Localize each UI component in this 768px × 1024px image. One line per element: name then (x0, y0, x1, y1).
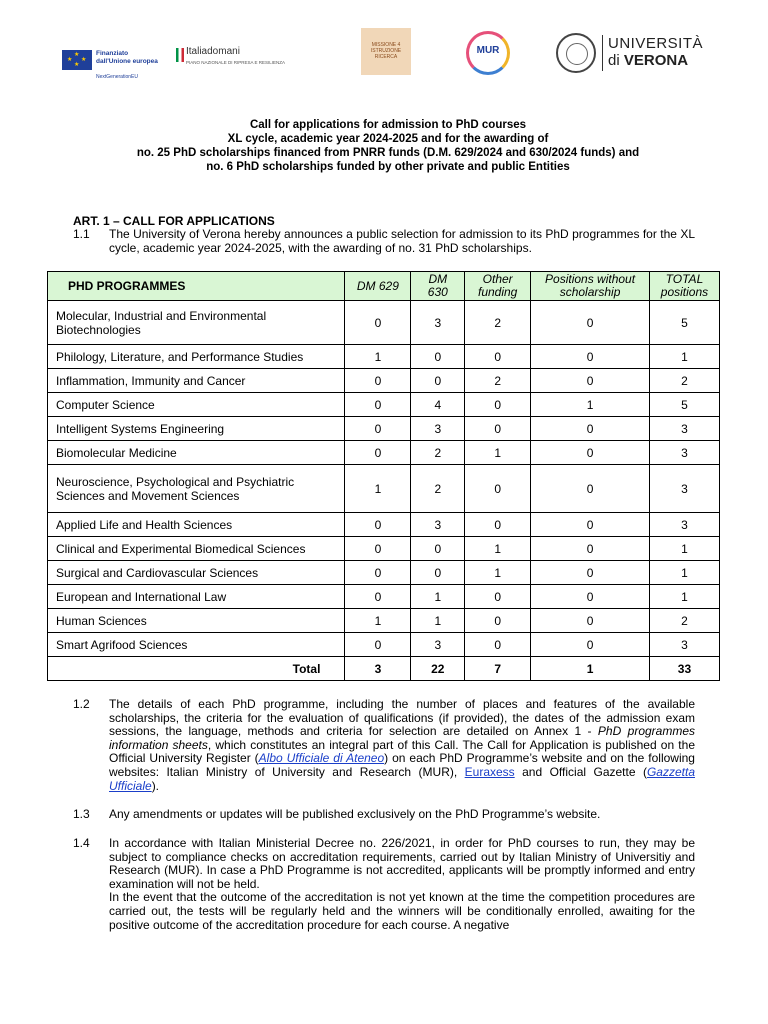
total-value-cell: 7 (465, 657, 531, 681)
paragraph-1-2: 1.2 The details of each PhD programme, including the number of places and features of the available scholarships, the criteria for the evaluation of qualifications (if provided), the dates of the admission exam sessions, the language, methods and criteria for selection are detailed on Annex 1 - PhD programmes information sheets, which constitutes an integral part of this Call. The Call for Application is published on the Official University Register (Albo Ufficiale di Ateneo) on each PhD Programme’s website and on the following websites: Italian Ministry of University and Research (MUR), Euraxess and Official Gazette (Gazzetta Ufficiale). (73, 697, 695, 793)
value-cell: 3 (649, 441, 719, 465)
value-cell: 0 (345, 369, 411, 393)
value-cell: 2 (465, 301, 531, 345)
programme-name-cell: Molecular, Industrial and Environmental Biotechnologies (48, 301, 345, 345)
italiadomani-logo: Italiadomani PIANO NAZIONALE DI RIPRESA E RESILIENZA (176, 44, 306, 74)
value-cell: 1 (649, 345, 719, 369)
table-row (48, 585, 720, 609)
value-cell: 0 (531, 609, 650, 633)
header-other-funding: Other funding (465, 272, 531, 301)
mission-logo: MISSIONE 4 ISTRUZIONE RICERCA (361, 28, 411, 75)
table-row (48, 345, 720, 369)
programme-name-cell: Inflammation, Immunity and Cancer (48, 369, 345, 393)
paragraph-1-1: 1.1 The University of Verona hereby announces a public selection for admission to its PhD programmes for the XL cycle, academic year 2024-2025, with the awarding of no. 31 PhD scholarships. (73, 227, 695, 255)
euraxess-link[interactable]: Euraxess (464, 764, 515, 779)
eu-funding-logo: ★ ★ ★ ★ Finanziato dall'Unione europea NextGenerationEU (62, 50, 182, 86)
value-cell: 0 (531, 345, 650, 369)
total-value-cell: 3 (345, 657, 411, 681)
univr-logo: UNIVERSITÀ di VERONA (556, 33, 706, 77)
value-cell: 1 (411, 609, 465, 633)
value-cell: 0 (411, 345, 465, 369)
value-cell: 0 (531, 585, 650, 609)
total-value-cell: 1 (531, 657, 650, 681)
italian-flag-icon (176, 48, 184, 62)
value-cell: 1 (465, 561, 531, 585)
table-row (48, 417, 720, 441)
table-row (48, 465, 720, 513)
table-row (48, 633, 720, 657)
value-cell: 0 (345, 561, 411, 585)
value-cell: 2 (411, 441, 465, 465)
phd-programmes-table (47, 271, 720, 681)
value-cell: 1 (649, 537, 719, 561)
value-cell: 0 (465, 513, 531, 537)
value-cell: 0 (345, 441, 411, 465)
value-cell: 0 (345, 301, 411, 345)
value-cell: 3 (649, 417, 719, 441)
value-cell: 3 (649, 633, 719, 657)
value-cell: 2 (411, 465, 465, 513)
value-cell: 0 (531, 369, 650, 393)
value-cell: 0 (411, 369, 465, 393)
value-cell: 0 (465, 417, 531, 441)
table-header-row (48, 272, 720, 301)
value-cell: 3 (649, 465, 719, 513)
call-title: Call for applications for admission to PhD courses XL cycle, academic year 2024-2025 and for the awarding of no. 25 PhD scholarships financed from PNRR funds (D.M. 629/2024 and 630/2024 funds) and no. 6 PhD scholarships funded by other private and public Entities (136, 119, 640, 173)
university-seal-icon (556, 33, 596, 73)
value-cell: 1 (345, 609, 411, 633)
value-cell: 3 (411, 513, 465, 537)
eu-flag-icon: ★ ★ ★ ★ (62, 50, 92, 70)
value-cell: 2 (465, 369, 531, 393)
total-label-cell: Total (48, 657, 345, 681)
value-cell: 0 (465, 345, 531, 369)
value-cell: 0 (345, 633, 411, 657)
header-dm630: DM 630 (411, 272, 465, 301)
value-cell: 0 (345, 393, 411, 417)
value-cell: 0 (345, 513, 411, 537)
value-cell: 0 (531, 301, 650, 345)
value-cell: 0 (465, 633, 531, 657)
value-cell: 0 (531, 537, 650, 561)
total-value-cell: 22 (411, 657, 465, 681)
value-cell: 1 (465, 441, 531, 465)
value-cell: 3 (411, 301, 465, 345)
table-row (48, 537, 720, 561)
header-programmes: PHD PROGRAMMES (48, 272, 345, 301)
value-cell: 0 (411, 537, 465, 561)
article-heading: ART. 1 – CALL FOR APPLICATIONS (73, 214, 275, 228)
table-row (48, 301, 720, 345)
value-cell: 1 (649, 561, 719, 585)
programme-name-cell: Intelligent Systems Engineering (48, 417, 345, 441)
value-cell: 0 (465, 585, 531, 609)
value-cell: 0 (531, 465, 650, 513)
header-total: TOTAL positions (649, 272, 719, 301)
header-no-scholarship: Positions without scholarship (531, 272, 650, 301)
paragraph-1-3: 1.3 Any amendments or updates will be published exclusively on the PhD Programme’s website. (73, 807, 601, 821)
value-cell: 5 (649, 301, 719, 345)
value-cell: 0 (465, 609, 531, 633)
programme-name-cell: Human Sciences (48, 609, 345, 633)
table-total-row (48, 657, 720, 681)
header-logos (0, 28, 768, 88)
value-cell: 0 (411, 561, 465, 585)
gazzetta-ufficiale-link[interactable]: Gazzetta Ufficiale (109, 764, 695, 793)
value-cell: 0 (531, 417, 650, 441)
table-row (48, 393, 720, 417)
programme-name-cell: Biomolecular Medicine (48, 441, 345, 465)
value-cell: 0 (345, 585, 411, 609)
value-cell: 5 (649, 393, 719, 417)
table-row (48, 609, 720, 633)
value-cell: 1 (345, 465, 411, 513)
value-cell: 1 (649, 585, 719, 609)
value-cell: 3 (411, 417, 465, 441)
value-cell: 0 (531, 561, 650, 585)
programme-name-cell: Computer Science (48, 393, 345, 417)
value-cell: 1 (411, 585, 465, 609)
table-row (48, 441, 720, 465)
total-value-cell: 33 (649, 657, 719, 681)
value-cell: 2 (649, 609, 719, 633)
value-cell: 0 (345, 417, 411, 441)
mur-logo: MUR (464, 31, 516, 77)
value-cell: 1 (345, 345, 411, 369)
programme-name-cell: Surgical and Cardiovascular Sciences (48, 561, 345, 585)
programme-name-cell: Smart Agrifood Sciences (48, 633, 345, 657)
value-cell: 0 (531, 513, 650, 537)
table-row (48, 513, 720, 537)
programme-name-cell: Applied Life and Health Sciences (48, 513, 345, 537)
paragraph-1-4: 1.4 In accordance with Italian Ministerial Decree no. 226/2021, in order for PhD courses to run, they may be subject to compliance checks on accreditation requirements, carried out by Italian Ministry of Universitiy and Research (MUR). In case a PhD Programme is not accredited, applicants will be promptly informed and entry examination will not be held. In the event that the outcome of the accreditation is not yet known at the time the competition procedures are carried out, the tests will be regularly held and the winners will be conditionally enrolled, awaiting for the positive outcome of the accreditation procedure for each course. A negative (73, 836, 695, 932)
albo-ufficiale-link[interactable]: Albo Ufficiale di Ateneo (258, 751, 385, 766)
value-cell: 3 (411, 633, 465, 657)
value-cell: 0 (465, 465, 531, 513)
table-row (48, 369, 720, 393)
programme-name-cell: European and International Law (48, 585, 345, 609)
value-cell: 0 (465, 393, 531, 417)
table-row (48, 561, 720, 585)
value-cell: 0 (531, 633, 650, 657)
value-cell: 4 (411, 393, 465, 417)
value-cell: 1 (465, 537, 531, 561)
header-dm629: DM 629 (345, 272, 411, 301)
value-cell: 0 (345, 537, 411, 561)
programme-name-cell: Neuroscience, Psychological and Psychiatric Sciences and Movement Sciences (48, 465, 345, 513)
value-cell: 2 (649, 369, 719, 393)
programme-name-cell: Philology, Literature, and Performance Studies (48, 345, 345, 369)
value-cell: 1 (531, 393, 650, 417)
value-cell: 3 (649, 513, 719, 537)
programme-name-cell: Clinical and Experimental Biomedical Sciences (48, 537, 345, 561)
value-cell: 0 (531, 441, 650, 465)
